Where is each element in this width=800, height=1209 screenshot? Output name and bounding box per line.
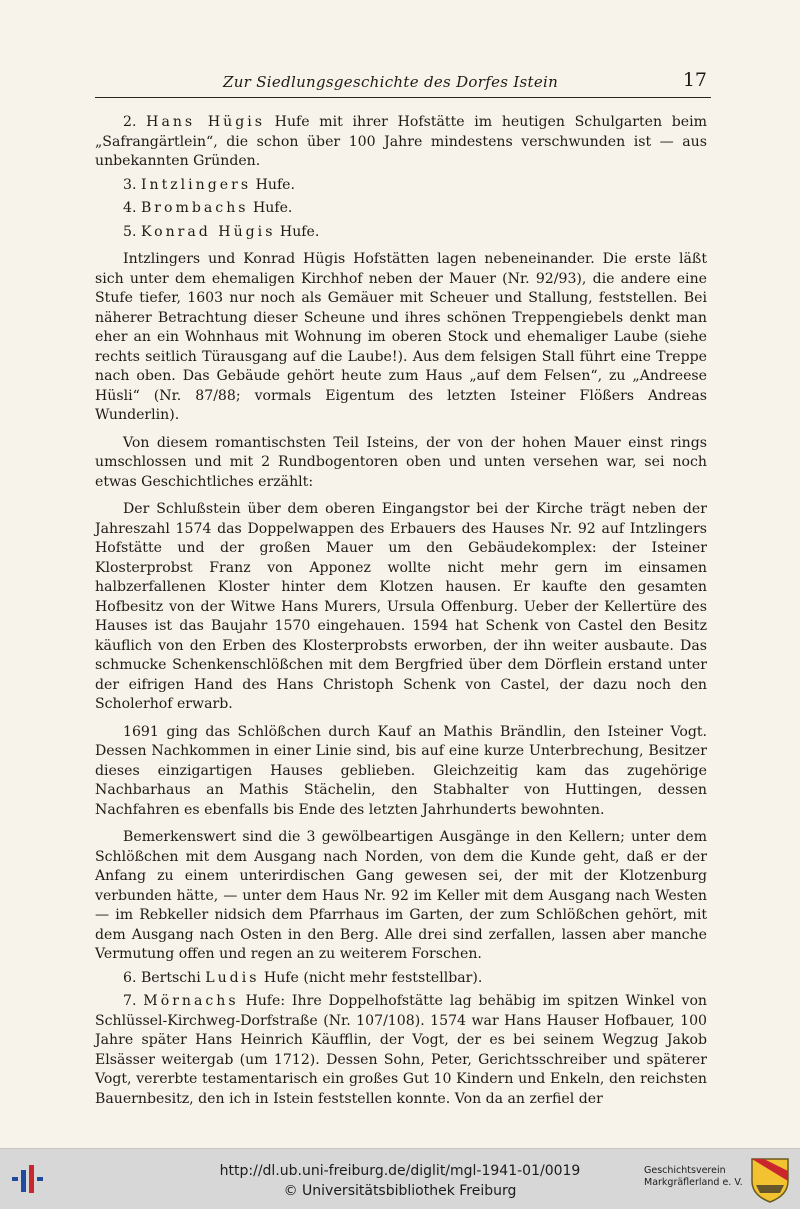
paragraph-romantic-part: Von diesem romantischsten Teil Isteins, der von der hohen Mauer einst rings umschlossen und mit 2 Rundbogentoren oben und unten versehen war, sei noch etwas Geschichtliches erzählt:	[95, 434, 707, 490]
paragraph-keller: Bemerkenswert sind die 3 gewölbeartigen Ausgänge in den Kellern; unter dem Schlößchen mit dem Ausgang nach Norden, von dem die Kunde geht, daß er der Anfang zu einem unterirdischen Gang gewesen sei, der mit der Klotzenburg verbunden hätte, — unter dem Haus Nr. 92 im Keller mit dem Ausgang nach Westen — im Rebkeller nidsich dem Pfarrhaus im Garten, der zum Schlößchen gehört, mit dem Ausgang nach Osten in den Berg. Alle drei sind zerfallen, lassen aber manche Vermutung offen und regen an zu weiterem Forschen.	[95, 829, 707, 962]
paragraph-1691: 1691 ging das Schlößchen durch Kauf an Mathis Brändlin, den Isteiner Vogt. Dessen Nachkommen in einer Linie sind, bis auf eine kurze Unterbrechung, Besitzer dieses einzigartigen Hauses geblieben. Gleichzeitig kam das zugehörige Nachbarhaus an Mathis Stächelin, den Stabhalter von Huttingen, dessen Nachfahren es ebenfalls bis Ende des letzten Jahrhunderts bewohnten.	[95, 723, 707, 818]
page-number: 17	[682, 69, 707, 91]
footer-copyright: © Universitätsbibliothek Freiburg	[283, 1183, 517, 1199]
hufe-name: Mörnachs	[143, 993, 239, 1009]
society-name: Geschichtsverein Markgräflerland e. V.	[644, 1165, 743, 1188]
paragraph-hofstaetten: Intzlingers und Konrad Hügis Hofstätten lagen nebeneinander. Die erste läßt sich unter dem ehemaligen Kirchhof neben der Mauer (Nr. 92/93), die andere eine Stufe tiefer, 1603 nur noch als Gemäuer mit Scheuer und Stallung, feststellen. Bei näherer Betrachtung dieser Scheune und ihres schönen Treppengiebels denkt man eher an ein Wohnhaus mit Wohnung im oberen Stock und ehemaliger Laube (siehe rechts seitlich Türausgang auf die Laube!). Aus dem felsigen Stall führt eine Treppe nach oben. Das Gebäude gehört heute zum Haus „auf dem Felsen“, zu „Andreese Hüsli“ (Nr. 87/88; vormals Eigentum des letzten Isteiner Flößers Andreas Wunderlin).	[95, 251, 707, 423]
running-header	[95, 69, 711, 98]
hufe-name: Konrad Hügis	[140, 223, 276, 240]
paragraph-schlussstein: Der Schlußstein über dem oberen Eingangstor bei der Kirche trägt neben der Jahreszahl 1574 das Doppelwappen des Erbauers des Hauses Nr. 92 auf Intzlingers Hofstätte und der großen Mauer um den Gebäudekomplex: der Isteiner Klosterprobst Franz von Apponez wollte nicht mehr gern im einsamen halbzerfallenen Kloster hinter dem Klotzen hausen. Er kaufte den gesamten Hofbesitz von der Witwe Hans Murers, Ursula Offenburg. Ueber der Kellertüre des Hauses ist das Baujahr 1570 eingehauen. 1594 hat Schenk von Castel den Besitz käuflich von den Erben des Klosterprobsts erworben, der ihn weiter ausbaute. Das schmucke Schenkenschlößchen mit dem Bergfried über dem Dörflein erstand unter der eifrigen Hand des Hans Christoph Schenk von Castel, der dazu noch den Scholerhof erwarb.	[95, 501, 707, 712]
list-item-6: 6. Bertschi Ludis Hufe (nicht mehr feststellbar).	[123, 969, 483, 986]
list-item-2: 2. Hans Hügis Hufe mit ihrer Hofstätte im heutigen Schulgarten beim „Safrangärtlein“, die schon über 100 Jahre mindestens verschwunden ist — aus unbekannten Gründen.	[95, 114, 707, 169]
hufe-name: Intzlingers	[140, 176, 252, 193]
hufe-name: Ludis	[205, 969, 260, 986]
coat-of-arms-icon	[750, 1157, 790, 1203]
list-item-7: 7. Mörnachs Hufe: Ihre Doppelhofstätte lag behäbig im spitzen Winkel von Schlüssel-Kirchweg-Dorfstraße (Nr. 107/108). 1574 war Hans Hauser Hofbauer, 100 Jahre später Hans Heinrich Käufflin, der Vogt, der es bei seinem Wegzug Jakob Elsässer weitergab (um 1712). Dessen Sohn, Peter, Gerichtsschreiber und späterer Vogt, vererbte testamentarisch ein großes Gut 10 Kindern und Enkeln, den reichsten Bauernbesitz, den ich in Istein feststellen konnte. Von da an zerfiel der	[95, 993, 708, 1107]
footer-bar	[0, 1148, 800, 1209]
list-item-4: 4. Brombachs Hufe.	[123, 200, 293, 216]
hufe-name: Hans Hügis	[146, 114, 265, 130]
footer-url-link[interactable]: http://dl.ub.uni-freiburg.de/diglit/mgl-1941-01/0019	[219, 1163, 581, 1179]
list-item-3: 3. Intzlingers Hufe.	[123, 176, 295, 193]
running-title: Zur Siedlungsgeschichte des Dorfes Istein	[223, 73, 559, 91]
hufe-name: Brombachs	[140, 200, 249, 216]
body-text	[95, 113, 707, 1113]
list-item-5: 5. Konrad Hügis Hufe.	[123, 223, 320, 240]
